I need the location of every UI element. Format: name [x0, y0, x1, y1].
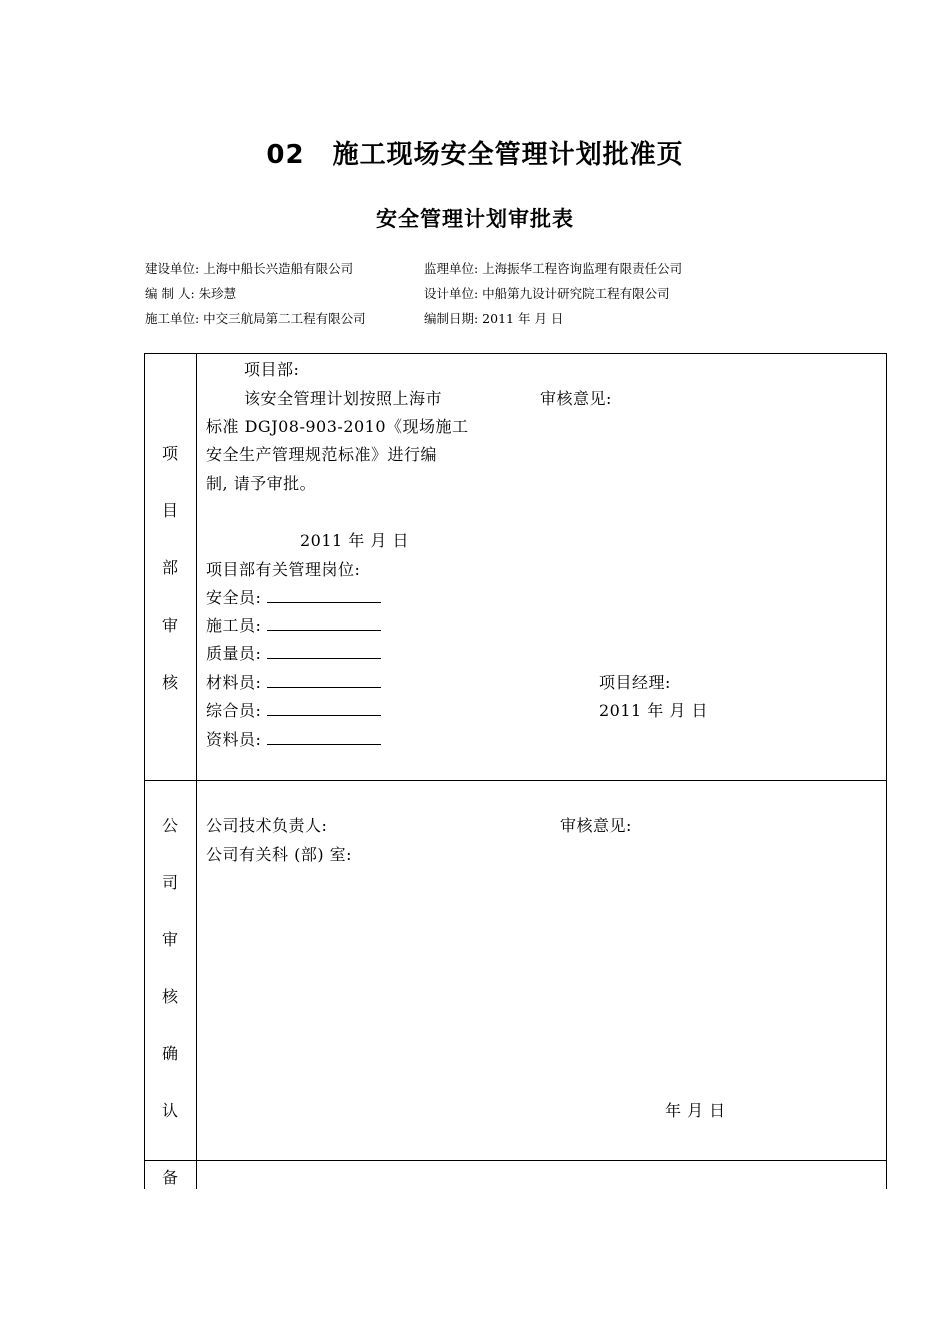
- contractor-unit: 施工单位: 中交三航局第二工程有限公司: [145, 311, 366, 326]
- signature-line[interactable]: [267, 616, 381, 631]
- title-number: 02: [266, 140, 305, 170]
- signature-line[interactable]: [267, 588, 381, 603]
- approval-paragraph-line: 安全生产管理规范标准》进行编: [206, 445, 438, 464]
- company-date: 年 月 日: [665, 1101, 726, 1120]
- designer-unit: 设计单位: 中船第九设计研究院工程有限公司: [424, 286, 670, 301]
- section2-label-char: 公: [161, 816, 178, 835]
- approval-paragraph-line: 制, 请予审批。: [206, 474, 317, 493]
- section1-label-char: 目: [161, 501, 178, 520]
- positions-title: 项目部有关管理岗位:: [206, 560, 361, 579]
- signature-line[interactable]: [267, 673, 381, 688]
- section2-label-char: 司: [161, 873, 178, 892]
- section1-label-char: 核: [161, 673, 178, 692]
- signature-line[interactable]: [267, 644, 381, 659]
- section1-label-char: 审: [161, 616, 178, 635]
- position-general: [206, 698, 381, 721]
- signature-line[interactable]: [267, 730, 381, 745]
- project-dept-label: 项目部:: [244, 360, 300, 379]
- signature-line[interactable]: [267, 701, 381, 716]
- review-opinion-label: 审核意见:: [540, 389, 612, 408]
- compiler: 编 制 人: 朱珍慧: [145, 286, 237, 301]
- section1-label-char: 部: [161, 558, 178, 577]
- section2-label-char: 核: [161, 987, 178, 1006]
- approval-table: [144, 353, 887, 1189]
- company-dept-label: 公司有关科 (部) 室:: [206, 845, 353, 864]
- position-material: [206, 670, 381, 693]
- section2-label-char: 确: [161, 1044, 178, 1063]
- position-documents: [206, 727, 381, 750]
- table-label-divider: [196, 353, 197, 1189]
- approval-paragraph-line: 标准 DGJ08-903-2010《现场施工: [206, 417, 469, 436]
- page-title: [0, 134, 950, 171]
- position-label: 资料员:: [206, 730, 262, 749]
- table-divider-2: [144, 1160, 887, 1161]
- section2-label-char: 审: [161, 930, 178, 949]
- approval-paragraph-line: 该安全管理计划按照上海市: [244, 389, 443, 408]
- company-review-label: 审核意见:: [560, 816, 632, 835]
- project-manager-label: 项目经理:: [599, 673, 671, 692]
- table-border-right: [886, 353, 887, 1189]
- position-label: 质量员:: [206, 644, 262, 663]
- section1-label-char: 项: [161, 444, 178, 463]
- position-label: 施工员:: [206, 616, 262, 635]
- compile-date: 编制日期: 2011 年 月 日: [424, 311, 564, 326]
- section3-label-char: 备: [161, 1168, 178, 1187]
- position-safety: [206, 585, 381, 608]
- section2-label-char: 认: [161, 1101, 178, 1120]
- project-manager-date: 2011 年 月 日: [599, 701, 708, 720]
- position-construction: [206, 613, 381, 636]
- position-label: 材料员:: [206, 673, 262, 692]
- owner-unit: 建设单位: 上海中船长兴造船有限公司: [145, 261, 354, 276]
- table-divider-1: [144, 780, 887, 781]
- title-text: 施工现场安全管理计划批准页: [332, 140, 684, 170]
- form-subtitle: 安全管理计划审批表: [376, 206, 574, 231]
- position-label: 安全员:: [206, 588, 262, 607]
- position-quality: [206, 641, 381, 664]
- tech-lead-label: 公司技术负责人:: [206, 816, 328, 835]
- supervisor-unit: 监理单位: 上海振华工程咨询监理有限责任公司: [424, 261, 683, 276]
- project-date: 2011 年 月 日: [300, 531, 409, 550]
- table-border-top: [144, 353, 887, 354]
- position-label: 综合员:: [206, 701, 262, 720]
